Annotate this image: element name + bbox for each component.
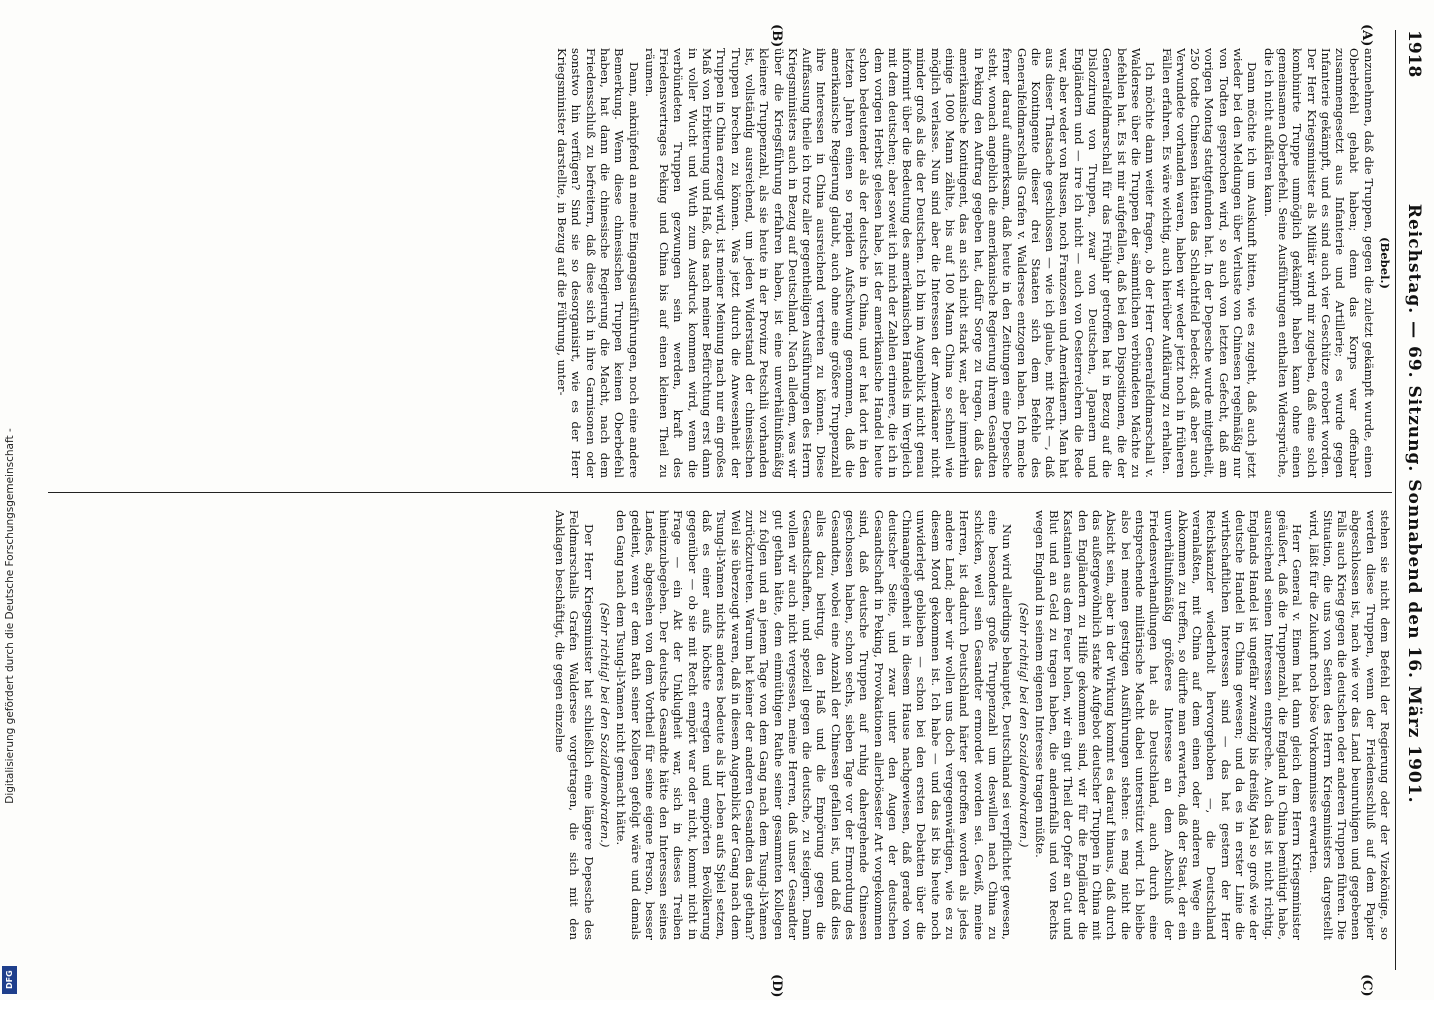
margin-marker-d: (D) — [769, 974, 784, 998]
margin-marker-b: (B) — [769, 24, 784, 48]
margin-marker-c: (C) — [1359, 974, 1374, 997]
speaker-label: (Bebel.) — [1378, 236, 1392, 290]
right-column — [48, 510, 1392, 940]
page-number: 1918 — [1404, 30, 1424, 78]
paragraph: Nun wird allerdings behauptet, Deutschland sei verpflichtet gewesen, eine besonders große Truppenzahl um deswillen nach China zu schicken, weil sein Gesandter ermordet worden sei. Gewiß, meine Herren, ist dadurch Deutschland härter getroffen worden als jedes andere Land; aber wir wollen uns doch vergegenwärtigen, wie es zu diesem Mord gekommen ist. Ich habe — und das ist bis heute noch unwiderlegt geblieben — schon bei den ersten Debatten über die Chinaangelegenheit in diesem Hause nachgewiesen, daß gerade von deutscher Seite, und zwar unter den Augen der deutschen Gesandtschaft in Peking, Provokationen allerbösester Art vorgekommen sind, daß deutsche Truppen auf ruhig dahergehende Chinesen geschossen haben, schon sechs, sieben Tage vor der Ermordung des Gesandten, wobei eine Anzahl der Chinesen gefallen ist, und daß dies alles dazu beitrug, den Haß und die Empörung gegen die Gesandtschaften, und speziell gegen die deutsche, zu steigern. Dann wollen wir auch nicht vergessen, meine Herren, daß unser Gesandter gut gethan hätte, dem einmüthigen Rathe seiner gesammten Kollegen zu folgen und an jenem Tage von dem Gang nach dem Tsung-li-Yamen zurückzutreten. Warum hat keiner der anderen Gesandten das gethan? Weil sie überzeugt waren, daß in diesem Augenblick der Gang nach dem Tsung-li-Yamen nichts anderes bedeute als ihr Leben aufs Spiel setzen, daß es einer aufs höchste erregten und empörten Bevölkerung gegenüber — ob sie mit Recht empört war oder nicht, kommt nicht in Frage — ein Akt der Unklugheit war, sich in dieses Treiben hineinzubegeben. Der deutsche Gesandte hätte den Interessen seines Landes, abgesehen von dem Vortheil für seine eigene Person, besser gedient, wenn er dem Rath seiner Kollegen gefolgt wäre und damals den Gang nach dem Tsung-li-Yamen nicht gemacht hätte. — [614, 510, 1015, 940]
paragraph: Herr General v. Einem hat dann gleich dem Herrn Kriegsminister geäußert, daß die Truppenzahl, die England in China bemühtigt habe, ausreichend seinen Interessen entspreche. Auch das ist nicht richtig. Englands Handel ist ungefähr zwanzig bis dreißig Mal so groß wie der deutsche Handel in China gewesen; und da es in erster Linie die wirthschaftlichen Interessen sind — das hat gestern der Herr Reichskanzler wiederholt hervorgehoben —, die Deutschland veranlaßten, mit China auf dem einen oder anderen Wege ein Abkommen zu treffen, so dürfte man erwarten, daß der Staat, der ein unverhältnißmäßig größeres Interesse an dem Abschluß der Friedensverhandlungen hat als Deutschland, auch durch eine entsprechende militärische Macht dabei unterstützt wird. Ich bleibe also bei meinen gestrigen Ausführungen stehen: es mag nicht die Absicht sein, aber in der Wirkung kommt es darauf hinaus, daß durch das außergewöhnlich starke Aufgebot deutscher Truppen in China mit den Engländern zu Hilfe gekommen sind, wir für die Engländer die Kastanien aus dem Feuer holen, wir ein gut Theil der Opfer an Gut und Blut und an Geld zu tragen haben, die andernfalls und von Rechts wegen England in seinem eigenen Interesse tragen müßte. — [1032, 510, 1305, 940]
header-title: Reichstag. — 69. Sitzung. Sonnabend den 16. März 1901. — [1404, 203, 1424, 804]
margin-marker-a: (A) — [1359, 24, 1374, 47]
column-divider — [48, 492, 1392, 493]
interjection: (Sehr richtig! bei den Sozialdemokraten.) — [1016, 602, 1031, 848]
left-column — [48, 48, 1392, 478]
paragraph: anzunehmen, daß die Truppen, gegen die zuletzt gekämpft wurde, einen Oberbefehl gehabt haben; denn das Korps war offenbar zusammengesetzt aus Infanterie und Artillerie; es wurde gegen Infanterie gekämpft, und es sind auch vier Geschütze erobert worden. Der Herr Kriegsminister als Militär wird mir zugeben, daß eine solch kombinirte Truppe unmöglich gekämpft haben kann ohne einen gemeinsamen Oberbefehl. Seine Ausführungen enthalten Widersprüche, die ich nicht aufklären kann. — [1261, 48, 1376, 478]
paragraph: Ich möchte dann weiter fragen, ob der Herr Generalfeldmarschall v. Waldersee über die Truppen der sämmtlichen verbündeten Mächte zu befehlen hat. Es ist mir aufgefallen, daß bei den Dispositionen, die der Generalfeldmarschall für das Frühjahr getroffen hat in Bezug auf die Dislozirung von Truppen, zwar von Deutschen, Japanern und Engländern und — irre ich nicht — auch von Oesterreichern die Rede war, aber weder von Russen, noch Franzosen und Amerikanern. Man hat aus dieser Thatsache geschlossen — wie ich glaube, mit Recht —, daß die Kontingente dieser drei Staaten sich dem Befehle des Generalfeldmarschalls Grafen v. Waldersee entzogen haben. Ich mache ferner darauf aufmerksam, daß heute in den Zeitungen eine Depesche steht, wonach angeblich die amerikanische Regierung ihrem Gesandten in Peking den Auftrag gegeben hat, dafür Sorge zu tragen, daß das amerikanische Kontingent, das an sich nicht stark war, aber immerhin einige 1000 Mann zählte, bis auf 100 Mann China so schnell wie möglich verlasse. Nun sind aber die Interessen der Amerikaner nicht minder groß als die der Deutschen. Ich bin im Augenblick nicht genau informirt über die Bedeutung des amerikanischen Handels im Vergleich mit dem deutschen; aber soweit ich mich der Zahlen erinnere, die ich in dem vorigen Herbst gelesen habe, ist der amerikanische Handel heute schon bedeutender als der deutsche in China, und er hat dort in den letzten Jahren einen so rapiden Aufschwung genommen, daß die amerikanische Regierung glaubt, auch ohne eine größere Truppenzahl ihre Interessen in China ausreichend vertreten zu können. Diese Auffassung theile ich trotz aller gegentheiligen Ausführungen des Herrn Kriegsministers auch in Bezug auf Deutschland. Nach alledem, was wir über die Kriegsführung erfahren haben, ist eine unverhältnißmäßig kleinere Truppenzahl, als sie heute in der Provinz Petschili vorhanden ist, vollständig ausreichend, um jeden Widerstand der chinesischen Truppen brechen zu können. Was jetzt durch die Anwesenheit der Truppen in China erzeugt wird, ist meiner Meinung nach nur ein großes Maß von Erbitterung und Haß, das nach meiner Befürchtung erst dann in voller Wucht und Wuth zum Ausdruck kommen wird, wenn die verbündeten Truppen gezwungen sein werden, kraft des Friedensvertrages Peking und China bis auf einen kleinen Theil zu räumen. — [642, 48, 1158, 478]
interjection: (Sehr richtig! bei den Sozialdemokraten.) — [597, 602, 612, 848]
paragraph: Der Herr Kriegsminister hat schließlich eine längere Depesche des Feldmarschalls Grafen Waldersee vorgetragen, die sich mit den Anklagen beschäftigt, die gegen einzelne — [553, 510, 596, 940]
paragraph: Dann möchte ich um Auskunft bitten, wie es zugeht, daß auch jetzt wieder bei den Meldungen über Verluste von Chinesen regelmäßig nur von Todten gesprochen wird, so auch von letzten Gefecht, daß am vorigen Montag stattgefunden hat. In der Depesche wurde mitgetheilt, 250 todte Chinesen hätten das Schlachtfeld bedeckt; daß aber auch Verwundete vorhanden waren, haben wir weder jetzt noch in früheren Fällen erfahren. Es wäre wichtig, auch hierüber Aufklärung zu erhalten. — [1159, 48, 1260, 478]
paragraph: stehen sie nicht dem Befehl der Regierung oder der Vizekönige, so werden diese Truppen, wenn der Friedensschluß auf dem Papier abgeschlossen ist, nach wie vor das Land beunruhigen und gegebenen Falls auch Krieg gegen die deutschen oder anderen Truppen führen. Die Situation, die uns von Seiten des Herrn Kriegsministers dargestellt wird, läßt für die Zukunft noch böse Vorkommnisse erwarten. — [1306, 510, 1392, 940]
dfg-logo[interactable]: DFG — [2, 966, 17, 994]
paragraph: Dann, anknüpfend an meine Eingangsausführungen, noch eine andere Bemerkung. Wenn diese chinesischen Truppen keinen Oberbefehl haben, hat dann die chinesische Regierung die Macht, nach dem Friedensschluß zu befreitern, daß diese sich in ihre Garnisonen oder sonstwo hin verfügen? Sind sie so desorganisirt, wie es der Herr Kriegsminister darstellte, in Bezug auf die Führung, unter- — [555, 48, 641, 478]
running-header — [1395, 30, 1428, 970]
credit-text: Digitalisierung gefördert durch die Deutsche Forschungsgemeinschaft - — [4, 428, 16, 804]
